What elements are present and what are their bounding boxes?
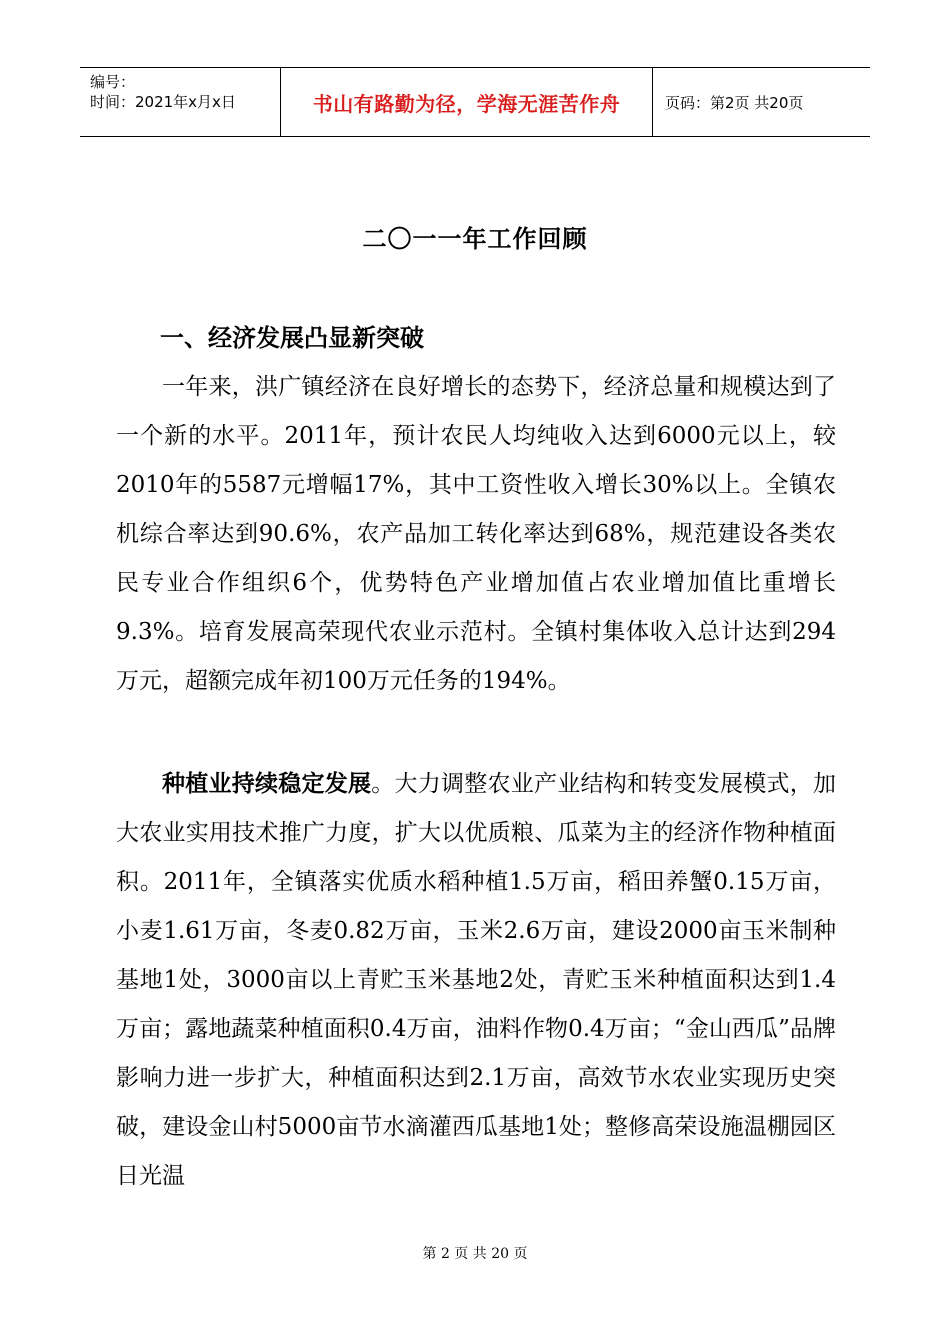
paragraph-economy: 一年来，洪广镇经济在良好增长的态势下，经济总量和规模达到了一个新的水平。2011年，预计农民人均纯收入达到6000元以上，较2010年的5587元增幅17%，其中工资性收入增长30%以上。全镇农机综合率达到90.6%，农产品加工转化率达到68%，规范建设各类农民专业合作组织6个，优势特色产业增加值占农业增加值比重增长9.3%。培育发展高荣现代农业示范村。全镇村集体收入总计达到294万元，超额完成年初100万元任务的194%。 (116, 374, 836, 694)
paragraph-planting (116, 760, 836, 1201)
header-page-code: 页码：第2页 共20页 (665, 93, 804, 112)
date-label: 时间：2021年x月x日 (90, 93, 236, 111)
number-label: 编号： (90, 73, 136, 91)
paragraph-body: 。大力调整农业产业结构和转变发展模式，加大农业实用技术推广力度，扩大以优质粮、瓜菜为主的经济作物种植面积。2011年，全镇落实优质水稻种植1.5万亩，稻田养蟹0.15万亩，小麦1.61万亩，冬麦0.82万亩，玉米2.6万亩，建设2000亩玉米制种基地1处，3000亩以上青贮玉米基地2处，青贮玉米种植面积达到1.4万亩；露地蔬菜种植面积0.4万亩，油料作物0.4万亩；“金山西瓜”品牌影响力进一步扩大，种植面积达到2.1万亩，高效节水农业实现历史突破，建设金山村5000亩节水滴灌西瓜基地1处；整修高荣设施温棚园区日光温 (116, 771, 836, 1189)
paragraph-lead: 种植业持续稳定发展 (162, 771, 372, 797)
page-footer: 第 2 页 共 20 页 (422, 1246, 528, 1262)
section-heading: 一、经济发展凸显新突破 (160, 324, 424, 352)
header-motto: 书山有路勤为径，学海无涯苦作舟 (281, 68, 653, 136)
document-header (80, 67, 870, 137)
document-title: 二〇一一年工作回顾 (362, 224, 588, 253)
header-meta (80, 68, 281, 136)
